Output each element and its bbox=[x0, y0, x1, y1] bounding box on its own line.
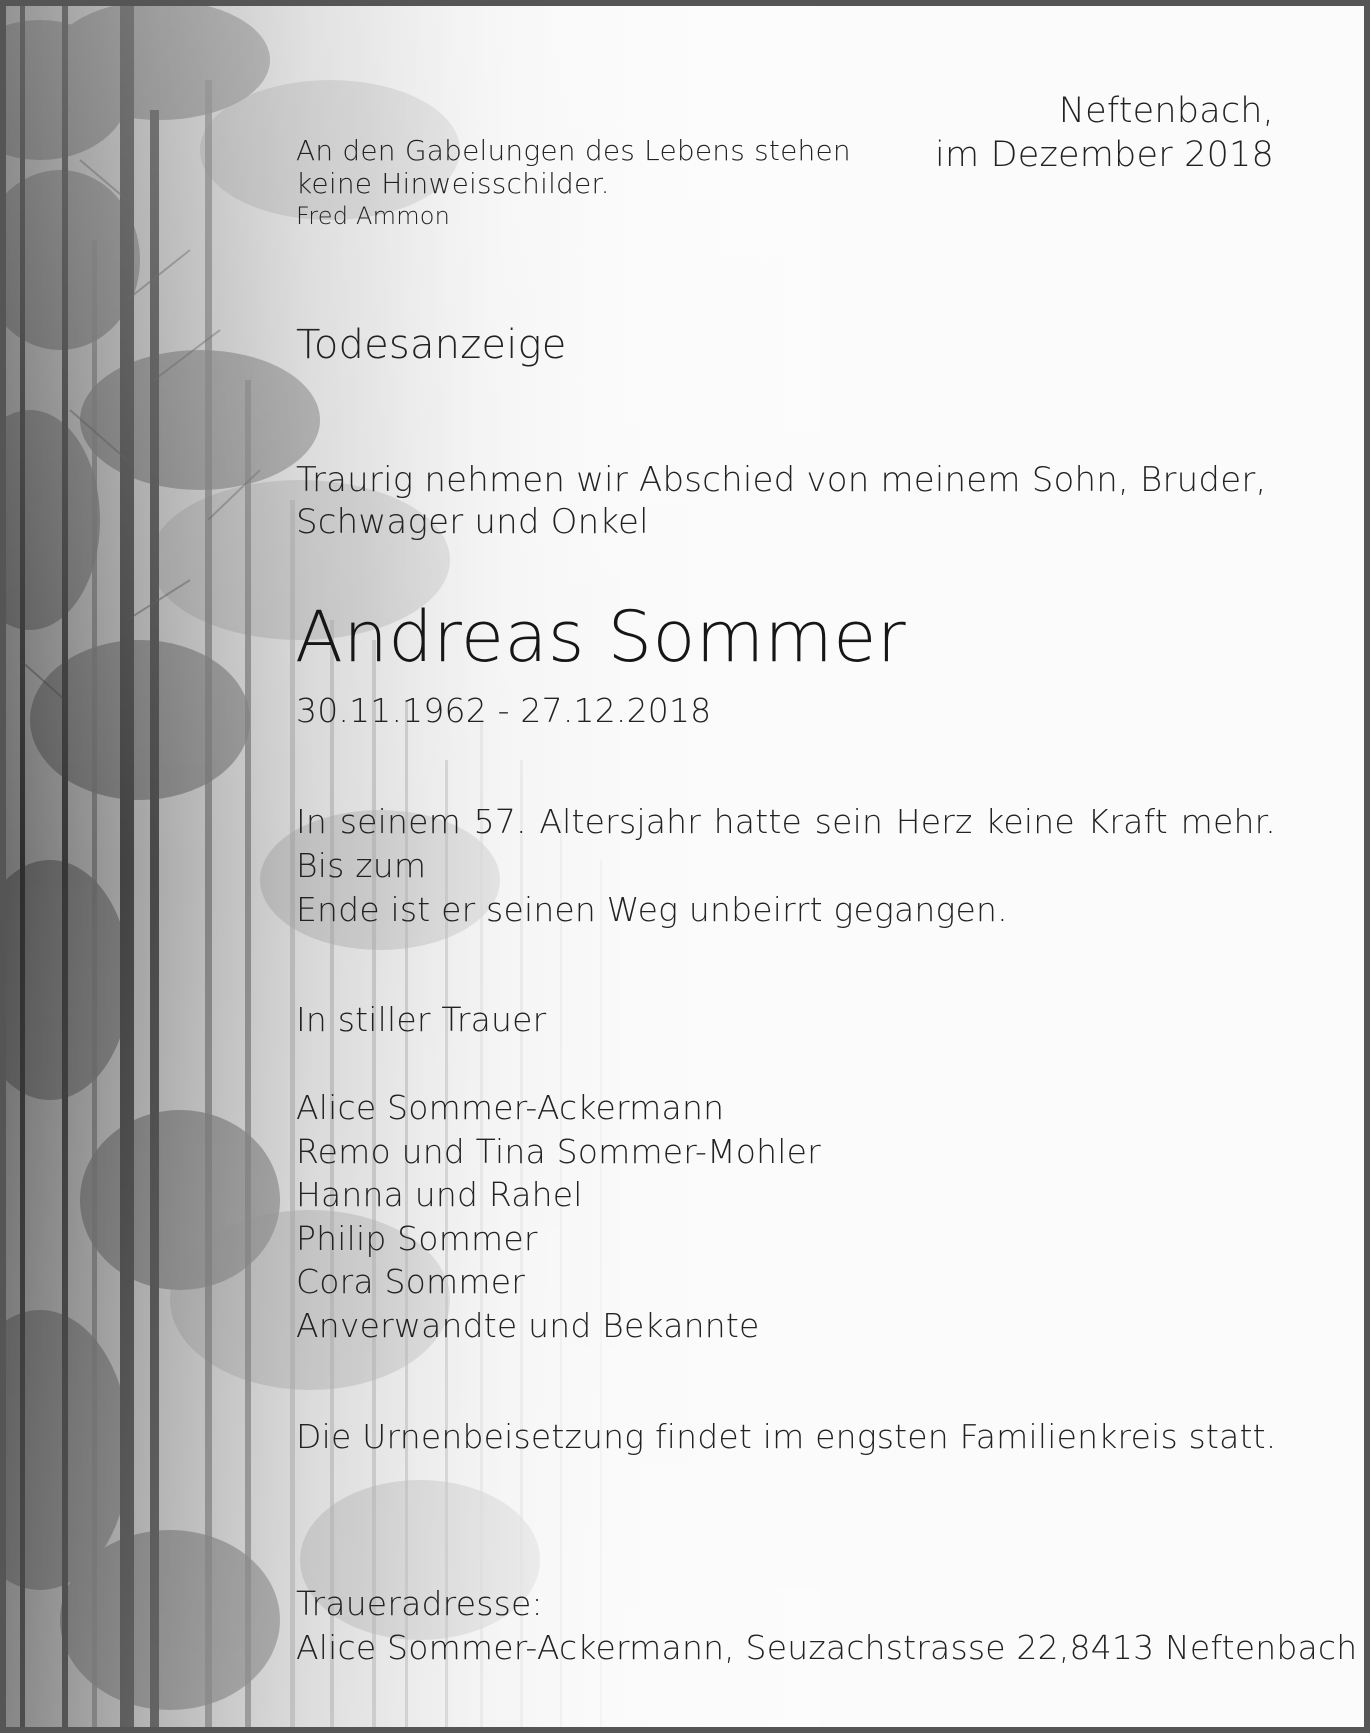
mourner-name: Philip Sommer bbox=[296, 1218, 538, 1258]
epigraph-line-2: keine Hinweisschilder. bbox=[296, 167, 610, 200]
deceased-name: Andreas Sommer bbox=[295, 596, 907, 678]
mourner-name: Alice Sommer-Ackermann bbox=[296, 1088, 725, 1127]
date: im Dezember 2018 bbox=[935, 135, 1274, 175]
mourner-name: Hanna und Rahel bbox=[296, 1175, 583, 1214]
address-label: Traueradresse: bbox=[296, 1584, 543, 1623]
mourning-title: In stiller Trauer bbox=[296, 1000, 547, 1039]
place-and-date bbox=[935, 89, 1274, 177]
intro-line-2: Schwager und Onkel bbox=[296, 502, 649, 542]
mourner-name: Anverwandte und Bekannte bbox=[296, 1305, 760, 1345]
life-dates: 30.11.1962 - 27.12.2018 bbox=[296, 691, 712, 730]
mourner-name: Cora Sommer bbox=[296, 1262, 526, 1301]
mourners-list bbox=[296, 1086, 821, 1347]
notice-heading: Todesanzeige bbox=[296, 322, 567, 368]
notice-intro bbox=[296, 459, 1267, 543]
epigraph-author: Fred Ammon bbox=[296, 202, 451, 230]
burial-info: Die Urnenbeisetzung findet im engsten Familienkreis statt. bbox=[296, 1417, 1277, 1456]
epigraph-quote bbox=[296, 134, 851, 200]
intro-line-1: Traurig nehmen wir Abschied von meinem Sohn, Bruder, bbox=[296, 460, 1267, 500]
message-line-1: In seinem 57. Altersjahr hatte sein Herz keine Kraft mehr. Bis zum bbox=[296, 802, 1276, 885]
mourning-address: Alice Sommer-Ackermann, Seuzachstrasse 22,8413 Neftenbach bbox=[296, 1628, 1358, 1667]
place: Neftenbach, bbox=[1058, 91, 1274, 131]
message-line-2: Ende ist er seinen Weg unbeirrt gegangen. bbox=[296, 890, 1008, 929]
notice-message bbox=[296, 800, 1276, 932]
epigraph-line-1: An den Gabelungen des Lebens stehen bbox=[296, 134, 851, 167]
mourner-name: Remo und Tina Sommer-Mohler bbox=[296, 1131, 821, 1171]
